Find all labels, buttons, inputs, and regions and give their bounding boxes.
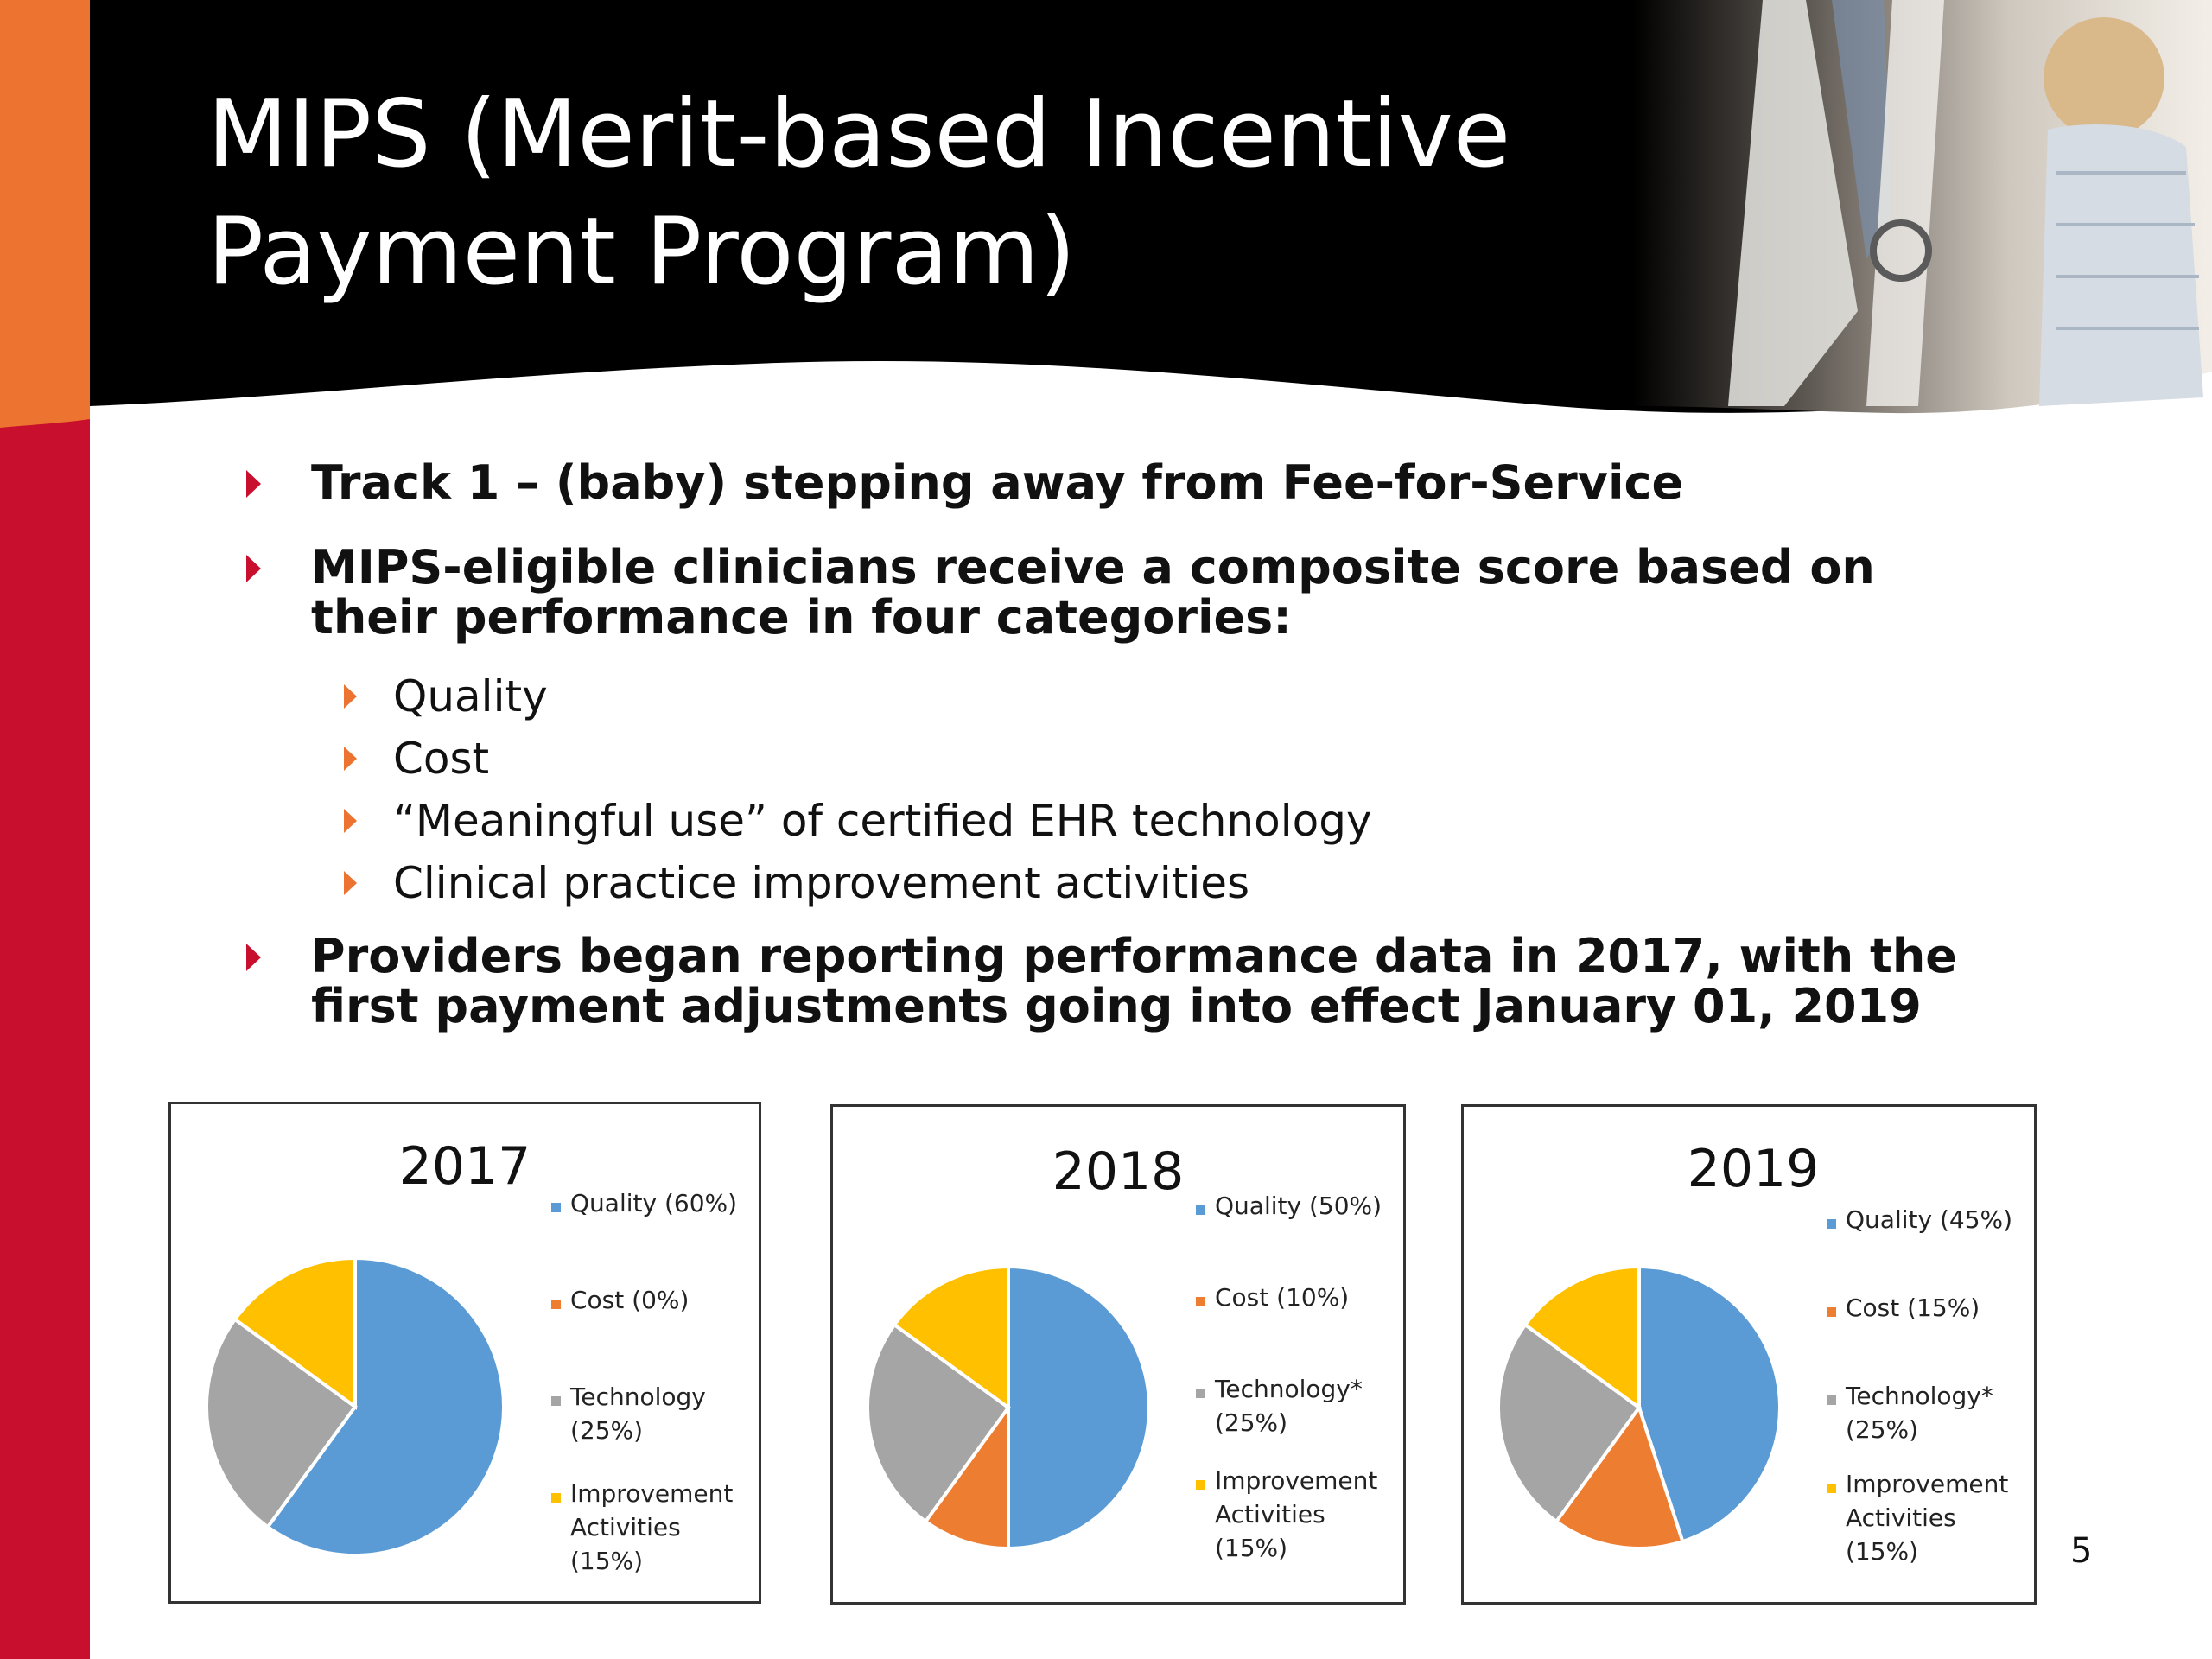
legend-label: Activities [1215,1500,1325,1529]
legend-label: Quality (50%) [1215,1192,1382,1220]
legend-swatch [551,1493,561,1503]
pie-chart-2019 [1461,1104,2037,1605]
sidebar-red-stripe [0,415,90,1659]
legend-label: (25%) [570,1416,644,1445]
legend-label: Activities [1846,1503,1956,1532]
legend-swatch [551,1203,561,1212]
pie-chart-2017 [168,1102,761,1604]
pie-chart-svg [171,1104,759,1601]
legend-swatch [1827,1484,1836,1493]
legend-swatch [551,1300,561,1309]
sub-bullet-text: Clinical practice improvement activities [393,858,1250,908]
legend-label: (15%) [1215,1534,1288,1562]
legend-label: (25%) [1846,1415,1919,1444]
chart-title: 2017 [398,1136,531,1197]
bullet-arrow-icon [246,470,261,498]
sub-bullet-item [246,728,1974,790]
legend-swatch [1196,1389,1205,1398]
legend-label: (25%) [1215,1408,1288,1437]
bullet-item [246,540,1974,645]
legend-label: Quality (45%) [1846,1205,2013,1234]
legend-label: Improvement [1215,1466,1378,1495]
sub-bullet-item [246,790,1974,852]
legend-swatch [1196,1205,1205,1215]
legend-label: Technology* [1215,1375,1363,1403]
legend-label: Cost (0%) [570,1286,690,1314]
legend-label: Quality (60%) [570,1189,738,1217]
sub-bullet-arrow-icon [344,684,357,709]
chart-title: 2018 [1052,1141,1185,1202]
legend-swatch [1827,1395,1836,1405]
pie-slice-quality [1008,1267,1149,1548]
bullet-list [246,455,1974,1066]
sub-bullet-text: Quality [393,671,548,721]
chart-title: 2019 [1687,1139,1820,1199]
legend-swatch [1196,1480,1205,1490]
legend-label: Technology* [1846,1382,1993,1410]
bullet-arrow-icon [246,555,261,582]
legend-label: (15%) [1846,1537,1919,1566]
bullet-item [246,931,1974,1032]
pie-chart-svg [1464,1107,2034,1602]
doctor-patient-photo [1633,0,2212,432]
bullet-text: MIPS-eligible clinicians receive a composite score based on their performance in four categories: [311,540,1875,645]
sub-bullet-list [246,665,1974,914]
legend-label: Improvement [1846,1470,2009,1498]
pie-chart-2018 [830,1104,1406,1605]
bullet-item [246,455,1974,510]
legend-swatch [1196,1297,1205,1306]
sub-bullet-item [246,665,1974,728]
page-number: 5 [2070,1531,2093,1571]
sub-bullet-text: “Meaningful use” of certified EHR technology [393,796,1372,846]
legend-label: Cost (10%) [1215,1283,1350,1312]
sub-bullet-item [246,852,1974,914]
legend-swatch [551,1396,561,1406]
slide-title [207,76,1590,311]
pie-chart-svg [833,1107,1403,1602]
bullet-text: Providers began reporting performance data in 2017, with the first payment adjustments going into effect January 01, 2019 [311,929,1957,1033]
sub-bullet-arrow-icon [344,747,357,771]
sub-bullet-text: Cost [393,734,490,784]
legend-label: Activities [570,1513,681,1541]
legend-label: Improvement [570,1479,734,1508]
legend-swatch [1827,1219,1836,1229]
legend-label: Technology [570,1382,706,1411]
slide-title-line1: MIPS (Merit-based Incentive [207,80,1511,188]
legend-label: (15%) [570,1547,644,1575]
legend-label: Cost (15%) [1846,1294,1980,1322]
bullet-text: Track 1 – (baby) stepping away from Fee-for-Service [311,455,1684,510]
bullet-arrow-icon [246,944,261,971]
sub-bullet-arrow-icon [344,871,357,895]
legend-swatch [1827,1307,1836,1317]
slide-title-line2: Payment Program) [207,198,1076,306]
sub-bullet-arrow-icon [344,809,357,833]
